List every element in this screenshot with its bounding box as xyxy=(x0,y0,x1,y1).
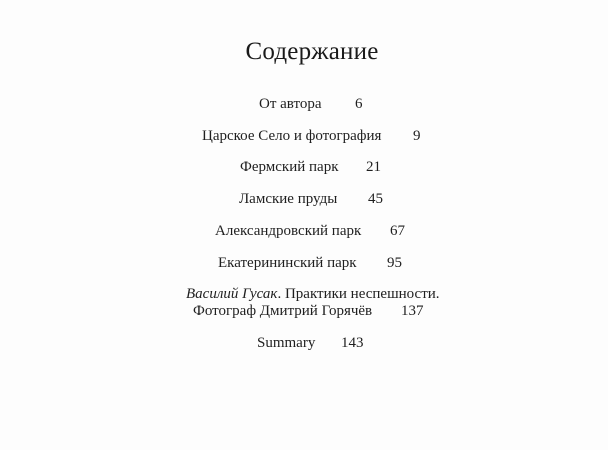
toc-entry-label: Александровский парк xyxy=(215,223,362,239)
page-title: Содержание xyxy=(245,38,379,65)
toc-entry-label: Екатерининский парк xyxy=(218,255,357,271)
toc-entry-page: 143 xyxy=(341,335,364,351)
toc-entry-label: Фотограф Дмитрий Горячёв xyxy=(193,303,373,319)
toc-entry-page: 45 xyxy=(368,191,383,207)
toc-entry-label: От автора xyxy=(259,96,322,112)
toc-entry-page: 6 xyxy=(355,96,363,112)
toc-entry-page: 95 xyxy=(387,255,402,271)
toc-entry-page: 137 xyxy=(401,303,424,319)
toc-entry-label: Summary xyxy=(257,335,316,351)
toc-entry-label: Царское Село и фотография xyxy=(202,128,382,144)
toc-entry-label: Фермский парк xyxy=(240,159,339,175)
toc-entry-page: 21 xyxy=(366,159,381,175)
toc-entry-page: 67 xyxy=(390,223,405,239)
toc-entry-label: . Практики неспешности. xyxy=(277,286,440,302)
toc-entry-author: Василий Гусак xyxy=(186,286,278,302)
toc-entry-page: 9 xyxy=(413,128,421,144)
toc-entry-label: Ламские пруды xyxy=(239,191,338,207)
